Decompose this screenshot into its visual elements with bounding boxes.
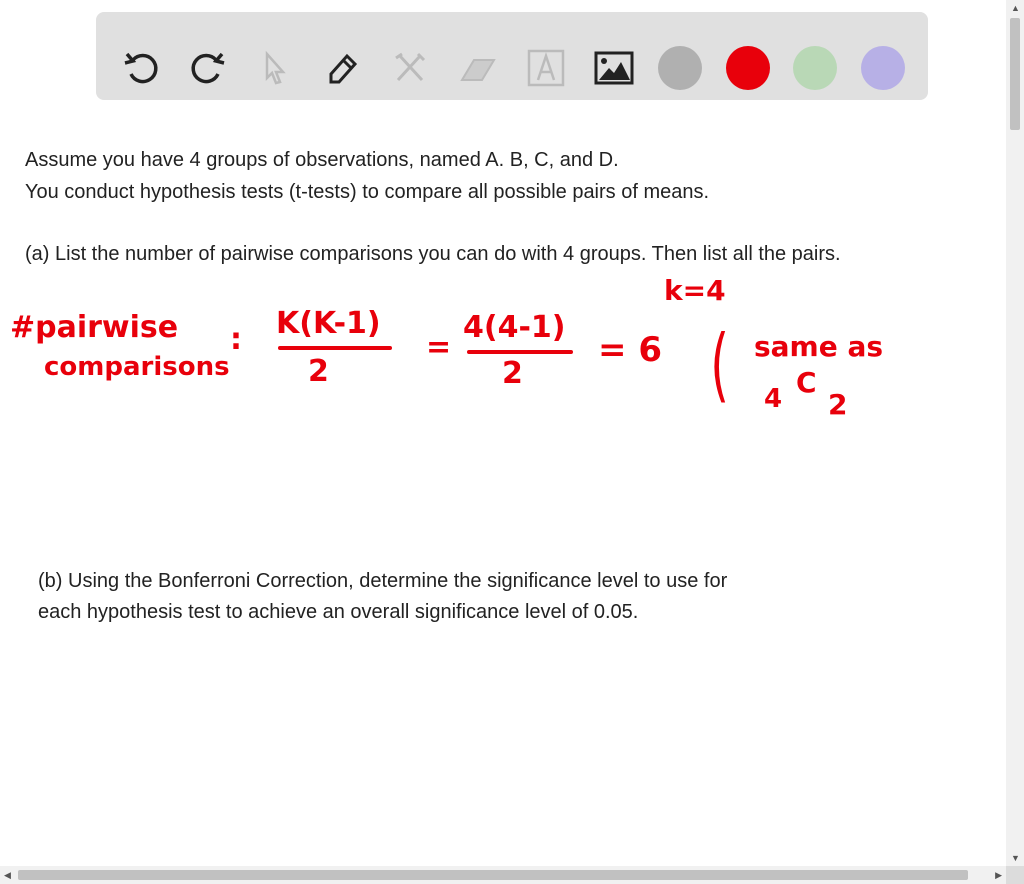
vertical-scrollbar[interactable] bbox=[1006, 0, 1024, 866]
eraser-button[interactable] bbox=[456, 46, 500, 90]
hw-formula-denominator: 2 bbox=[308, 354, 329, 389]
select-icon bbox=[255, 48, 295, 88]
scroll-left-arrow-icon[interactable]: ◀ bbox=[4, 870, 11, 880]
redo-icon bbox=[188, 48, 228, 88]
hw-note-k: 2 bbox=[828, 388, 848, 421]
hw-colon: : bbox=[230, 322, 242, 357]
color-swatch-gray[interactable] bbox=[658, 46, 702, 90]
hw-label-line-1: #pairwise bbox=[10, 310, 179, 345]
hw-result: = 6 bbox=[598, 330, 662, 370]
hw-formula-numerator: K(K-1) bbox=[276, 306, 381, 341]
drawing-toolbar bbox=[96, 12, 928, 100]
hw-paren: ( bbox=[710, 318, 729, 411]
image-icon bbox=[594, 48, 634, 88]
tools-icon bbox=[390, 48, 430, 88]
image-button[interactable] bbox=[592, 46, 636, 90]
pen-icon bbox=[323, 48, 363, 88]
redo-button[interactable] bbox=[186, 46, 230, 90]
hw-fraction-bar-2 bbox=[467, 350, 573, 354]
horizontal-scrollbar[interactable] bbox=[0, 866, 1006, 884]
eraser-icon bbox=[458, 48, 498, 88]
scroll-down-arrow-icon[interactable]: ▼ bbox=[1011, 853, 1020, 863]
text-icon bbox=[526, 48, 566, 88]
scroll-up-arrow-icon[interactable]: ▲ bbox=[1011, 3, 1020, 13]
part-b-line-1: (b) Using the Bonferroni Correction, determine the significance level to use for bbox=[38, 570, 728, 592]
hw-substituted-numerator: 4(4-1) bbox=[463, 310, 566, 345]
tools-button[interactable] bbox=[388, 46, 432, 90]
undo-button[interactable] bbox=[119, 46, 163, 90]
scroll-right-arrow-icon[interactable]: ▶ bbox=[995, 870, 1002, 880]
intro-line-2: You conduct hypothesis tests (t-tests) to compare all possible pairs of means. bbox=[25, 181, 710, 203]
vertical-scroll-thumb[interactable] bbox=[1010, 18, 1020, 130]
intro-line-1: Assume you have 4 groups of observations, named A. B, C, and D. bbox=[25, 149, 619, 171]
hw-note-c: C bbox=[796, 366, 817, 399]
hw-equals: = bbox=[426, 330, 452, 365]
color-swatch-red[interactable] bbox=[726, 46, 770, 90]
hw-fraction-bar-1 bbox=[278, 346, 392, 350]
hw-note-line-1: same as bbox=[754, 330, 884, 363]
horizontal-scroll-thumb[interactable] bbox=[18, 870, 968, 880]
pen-button[interactable] bbox=[321, 46, 365, 90]
color-swatch-purple[interactable] bbox=[861, 46, 905, 90]
hw-note-n: 4 bbox=[764, 384, 783, 414]
hw-k-equals-4: k=4 bbox=[664, 274, 726, 307]
part-a-question: (a) List the number of pairwise comparisons you can do with 4 groups. Then list all the pairs. bbox=[25, 243, 841, 265]
hw-label-line-2: comparisons bbox=[44, 352, 230, 382]
text-button[interactable] bbox=[524, 46, 568, 90]
undo-icon bbox=[121, 48, 161, 88]
select-button[interactable] bbox=[253, 46, 297, 90]
part-b-line-2: each hypothesis test to achieve an overall significance level of 0.05. bbox=[38, 601, 639, 623]
scrollbar-corner bbox=[1006, 866, 1024, 884]
hw-substituted-denominator: 2 bbox=[502, 356, 523, 391]
color-swatch-green[interactable] bbox=[793, 46, 837, 90]
